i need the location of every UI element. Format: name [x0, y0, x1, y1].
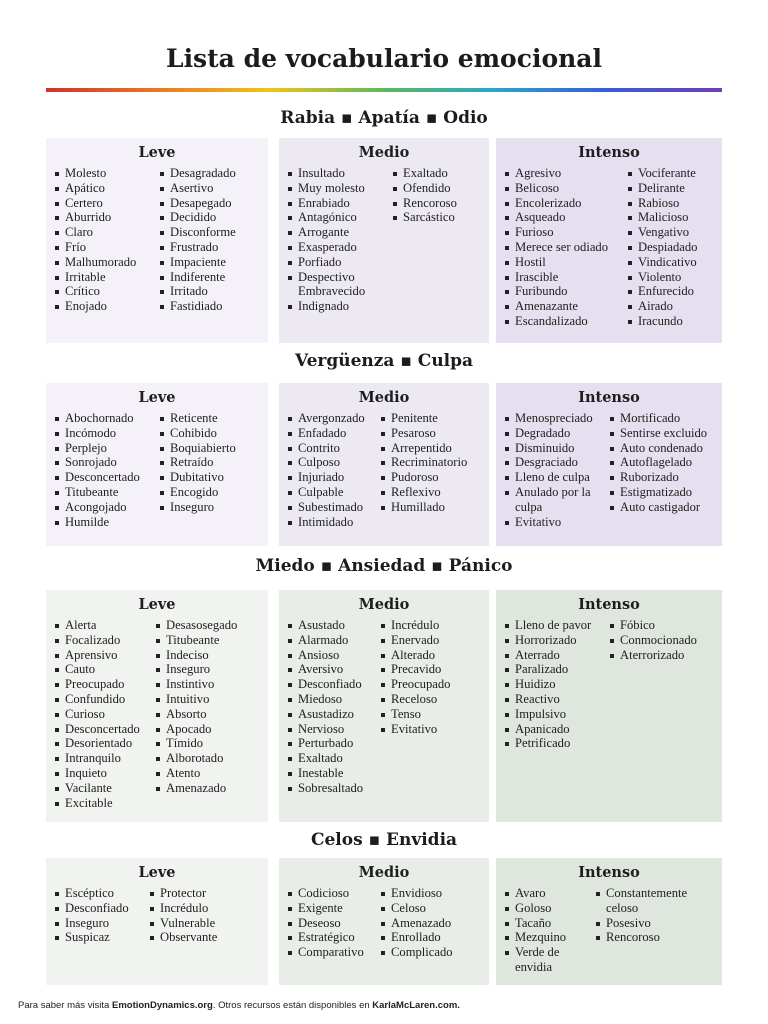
word-list-item: Sobresaltado: [287, 781, 375, 796]
word-list: [504, 886, 590, 975]
word-list-item: Mezquino: [504, 930, 590, 945]
word-list-item: Merece ser odiado: [504, 240, 622, 255]
word-list-item: Reticente: [159, 411, 249, 426]
word-list-item: Cohibido: [159, 426, 249, 441]
word-column: [504, 886, 590, 975]
word-column: [149, 886, 249, 945]
footer-link-karlamclaren[interactable]: KarlaMcLaren.com.: [372, 1000, 460, 1011]
section-title-celos-envidia: Celos ▪ Envidia: [310, 830, 458, 850]
word-list-item: Belicoso: [504, 181, 622, 196]
word-list-item: Rencoroso: [392, 196, 482, 211]
word-list: [287, 618, 375, 796]
word-list-item: Lleno de culpa: [504, 470, 604, 485]
box-heading-leve: Leve: [138, 596, 176, 613]
word-list-item: Lleno de pavor: [504, 618, 604, 633]
word-list-item: Alarmado: [287, 633, 375, 648]
word-list-item: Disconforme: [159, 225, 259, 240]
rainbow-divider: [46, 88, 722, 92]
word-list-item: Huidizo: [504, 677, 604, 692]
word-list-item: Intranquilo: [54, 751, 150, 766]
word-list-item: Asustadizo: [287, 707, 375, 722]
word-column: [380, 886, 480, 960]
word-list-item: Iracundo: [627, 314, 717, 329]
word-list-item: Indeciso: [155, 648, 255, 663]
word-list-item: Preocupado: [380, 677, 480, 692]
word-list: [380, 411, 480, 515]
word-list-item: Pudoroso: [380, 470, 480, 485]
word-list-item: Absorto: [155, 707, 255, 722]
word-list-item: Precavido: [380, 662, 480, 677]
word-list-item: Atento: [155, 766, 255, 781]
word-list-item: Rencoroso: [595, 930, 715, 945]
word-list-item: Aterrorizado: [609, 648, 699, 663]
word-column: [159, 166, 259, 314]
word-columns: [54, 166, 260, 314]
word-list-item: Encogido: [159, 485, 249, 500]
word-column: [287, 411, 375, 529]
word-list-item: Reactivo: [504, 692, 604, 707]
word-list-item: Receloso: [380, 692, 480, 707]
word-list-item: Certero: [54, 196, 154, 211]
word-list-item: Anulado por la culpa: [504, 485, 604, 515]
word-list-item: Furioso: [504, 225, 622, 240]
word-list-item: Autoflagelado: [609, 455, 709, 470]
celos-envidia-medio-box: [279, 858, 489, 985]
box-heading-leve: Leve: [138, 389, 176, 406]
box-heading-intenso: Intenso: [578, 144, 640, 161]
word-list-item: Desconfiado: [54, 901, 144, 916]
word-list-item: Vulnerable: [149, 916, 249, 931]
word-list-item: Complicado: [380, 945, 480, 960]
word-list: [609, 618, 699, 662]
word-list-item: Vengativo: [627, 225, 717, 240]
word-list-item: Titubeante: [155, 633, 255, 648]
word-list-item: Avaro: [504, 886, 590, 901]
word-list-item: Desapegado: [159, 196, 259, 211]
footer-note: [18, 1000, 460, 1011]
word-list-item: Enrollado: [380, 930, 480, 945]
word-list-item: Asustado: [287, 618, 375, 633]
word-list-item: Inquieto: [54, 766, 150, 781]
word-column: [595, 886, 715, 975]
word-list-item: Recriminatorio: [380, 455, 480, 470]
word-list-item: Frío: [54, 240, 154, 255]
word-list: [287, 411, 375, 529]
word-list-item: Enfurecido: [627, 284, 717, 299]
word-list-item: Mortificado: [609, 411, 709, 426]
box-heading-medio: Medio: [358, 144, 410, 161]
word-list-item: Acongojado: [54, 500, 154, 515]
word-list-item: Vociferante: [627, 166, 717, 181]
word-columns: [54, 886, 260, 945]
word-list-item: Codicioso: [287, 886, 375, 901]
word-list-item: Goloso: [504, 901, 590, 916]
word-column: [380, 618, 480, 796]
word-list-item: Verde de envidia: [504, 945, 590, 975]
word-list-item: Exigente: [287, 901, 375, 916]
word-list-item: Vindicativo: [627, 255, 717, 270]
word-list-item: Penitente: [380, 411, 480, 426]
footer-middle: . Otros recursos están disponibles en: [212, 1000, 373, 1011]
word-list-item: Nervioso: [287, 722, 375, 737]
word-list: [149, 886, 249, 945]
word-column: [627, 166, 717, 329]
rabia-apatia-odio-intenso-box: [496, 138, 722, 343]
word-list-item: Arrepentido: [380, 441, 480, 456]
word-list-item: Aterrado: [504, 648, 604, 663]
word-list-item: Ofendido: [392, 181, 482, 196]
word-list-item: Exaltado: [287, 751, 375, 766]
word-columns: [504, 886, 714, 975]
footer-prefix: Para saber más visita: [18, 1000, 112, 1011]
word-columns: [504, 618, 714, 751]
word-list-item: Despiadado: [627, 240, 717, 255]
word-list-item: Incrédulo: [149, 901, 249, 916]
word-list-item: Preocupado: [54, 677, 150, 692]
word-list-item: Petrificado: [504, 736, 604, 751]
word-list-item: Constantemente celoso: [595, 886, 715, 916]
word-column: [504, 411, 604, 529]
box-heading-intenso: Intenso: [578, 389, 640, 406]
word-list-item: Comparativo: [287, 945, 375, 960]
word-list-item: Confundido: [54, 692, 150, 707]
word-list-item: Arrogante: [287, 225, 387, 240]
word-list: [392, 166, 482, 225]
miedo-ansiedad-panico-leve-box: [46, 590, 268, 822]
word-list-item: Apocado: [155, 722, 255, 737]
word-list: [54, 166, 154, 314]
word-columns: [287, 411, 481, 529]
word-list-item: Perturbado: [287, 736, 375, 751]
word-list-item: Inseguro: [54, 916, 144, 931]
word-list-item: Decidido: [159, 210, 259, 225]
word-list-item: Ansioso: [287, 648, 375, 663]
word-list-item: Asqueado: [504, 210, 622, 225]
word-column: [287, 618, 375, 796]
word-column: [159, 411, 249, 529]
word-list-item: Crítico: [54, 284, 154, 299]
word-list-item: Titubeante: [54, 485, 154, 500]
word-list: [54, 411, 154, 529]
word-list-item: Incómodo: [54, 426, 154, 441]
word-list-item: Apático: [54, 181, 154, 196]
box-heading-medio: Medio: [358, 596, 410, 613]
word-list-item: Impaciente: [159, 255, 259, 270]
word-list-item: Instintivo: [155, 677, 255, 692]
word-list-item: Inestable: [287, 766, 375, 781]
word-list: [504, 166, 622, 329]
word-list-item: Hostil: [504, 255, 622, 270]
word-list-item: Dubitativo: [159, 470, 249, 485]
verguenza-culpa-intenso-box: [496, 383, 722, 546]
word-column: [155, 618, 255, 810]
box-heading-medio: Medio: [358, 864, 410, 881]
verguenza-culpa-leve-box: [46, 383, 268, 546]
word-list-item: Exaltado: [392, 166, 482, 181]
word-columns: [287, 618, 481, 796]
miedo-ansiedad-panico-medio-box: [279, 590, 489, 822]
word-column: [504, 618, 604, 751]
word-list-item: Inseguro: [155, 662, 255, 677]
word-list-item: Malicioso: [627, 210, 717, 225]
word-list: [504, 411, 604, 529]
word-list-item: Subestimado: [287, 500, 375, 515]
word-column: [287, 166, 387, 314]
word-list-item: Humilde: [54, 515, 154, 530]
word-list: [627, 166, 717, 329]
word-list-item: Irritado: [159, 284, 259, 299]
word-list-item: Desconcertado: [54, 470, 154, 485]
word-list-item: Reflexivo: [380, 485, 480, 500]
word-list-item: Paralizado: [504, 662, 604, 677]
word-list-item: Irascible: [504, 270, 622, 285]
word-columns: [287, 886, 481, 960]
word-list-item: Asertivo: [159, 181, 259, 196]
word-list-item: Degradado: [504, 426, 604, 441]
word-column: [287, 886, 375, 960]
word-list-item: Enojado: [54, 299, 154, 314]
rabia-apatia-odio-medio-box: [279, 138, 489, 343]
word-list-item: Aversivo: [287, 662, 375, 677]
word-list-item: Disminuido: [504, 441, 604, 456]
word-list-item: Violento: [627, 270, 717, 285]
word-list-item: Retraído: [159, 455, 249, 470]
word-list-item: Desconfiado: [287, 677, 375, 692]
word-list-item: Sonrojado: [54, 455, 154, 470]
word-list: [159, 166, 259, 314]
word-list: [609, 411, 709, 515]
miedo-ansiedad-panico-intenso-box: [496, 590, 722, 822]
word-list-item: Aburrido: [54, 210, 154, 225]
word-column: [380, 411, 480, 529]
word-list: [287, 886, 375, 960]
word-list-item: Contrito: [287, 441, 375, 456]
word-list-item: Auto condenado: [609, 441, 709, 456]
box-heading-medio: Medio: [358, 389, 410, 406]
word-list-item: Furibundo: [504, 284, 622, 299]
word-list-item: Evitativo: [380, 722, 480, 737]
word-list-item: Rabioso: [627, 196, 717, 211]
word-list-item: Alterado: [380, 648, 480, 663]
box-heading-leve: Leve: [138, 864, 176, 881]
word-list: [155, 618, 255, 796]
word-list-item: Alerta: [54, 618, 150, 633]
word-list-item: Envidioso: [380, 886, 480, 901]
word-list-item: Desorientado: [54, 736, 150, 751]
word-list-item: Cauto: [54, 662, 150, 677]
word-list-item: Observante: [149, 930, 249, 945]
word-list-item: Focalizado: [54, 633, 150, 648]
verguenza-culpa-medio-box: [279, 383, 489, 546]
page-title: Lista de vocabulario emocional: [165, 44, 602, 73]
word-list: [504, 618, 604, 751]
word-list-item: Curioso: [54, 707, 150, 722]
word-list-item: Tacaño: [504, 916, 590, 931]
word-list-item: Porfiado: [287, 255, 387, 270]
word-list-item: Irritable: [54, 270, 154, 285]
word-list-item: Vacilante: [54, 781, 150, 796]
word-list-item: Alborotado: [155, 751, 255, 766]
word-list-item: Escandalizado: [504, 314, 622, 329]
word-list-item: Aprensivo: [54, 648, 150, 663]
word-list-item: Injuriado: [287, 470, 375, 485]
celos-envidia-leve-box: [46, 858, 268, 985]
word-list-item: Desasosegado: [155, 618, 255, 633]
word-list-item: Desagradado: [159, 166, 259, 181]
word-column: [392, 166, 482, 314]
word-column: [54, 886, 144, 945]
word-list-item: Ruborizado: [609, 470, 709, 485]
word-list-item: Pesaroso: [380, 426, 480, 441]
word-columns: [287, 166, 481, 314]
word-list-item: Malhumorado: [54, 255, 154, 270]
word-list-item: Fastidiado: [159, 299, 259, 314]
word-columns: [504, 411, 714, 529]
word-list-item: Amenazante: [504, 299, 622, 314]
box-heading-leve: Leve: [138, 144, 176, 161]
word-list-item: Deseoso: [287, 916, 375, 931]
rabia-apatia-odio-leve-box: [46, 138, 268, 343]
word-list-item: Protector: [149, 886, 249, 901]
word-list-item: Amenazado: [155, 781, 255, 796]
word-list-item: Sentirse excluido: [609, 426, 709, 441]
word-columns: [504, 166, 714, 329]
word-list-item: Desconcertado: [54, 722, 150, 737]
word-list: [287, 166, 387, 314]
word-column: [609, 618, 699, 751]
word-list-item: Molesto: [54, 166, 154, 181]
word-list-item: Menospreciado: [504, 411, 604, 426]
word-list-item: Culposo: [287, 455, 375, 470]
word-list-item: Fóbico: [609, 618, 699, 633]
word-list-item: Boquiabierto: [159, 441, 249, 456]
word-list-item: Impulsivo: [504, 707, 604, 722]
word-list-item: Perplejo: [54, 441, 154, 456]
word-list: [380, 618, 480, 736]
word-list-item: Indignado: [287, 299, 387, 314]
word-list-item: Culpable: [287, 485, 375, 500]
word-list: [54, 886, 144, 945]
word-list-item: Encolerizado: [504, 196, 622, 211]
word-list-item: Enrabiado: [287, 196, 387, 211]
word-list-item: Amenazado: [380, 916, 480, 931]
word-list-item: Enfadado: [287, 426, 375, 441]
word-list-item: Delirante: [627, 181, 717, 196]
word-list-item: Agresivo: [504, 166, 622, 181]
word-list-item: Escéptico: [54, 886, 144, 901]
word-column: [504, 166, 622, 329]
word-list-item: Frustrado: [159, 240, 259, 255]
word-list: [380, 886, 480, 960]
word-columns: [54, 618, 260, 810]
word-list-item: Tímido: [155, 736, 255, 751]
word-list-item: Suspicaz: [54, 930, 144, 945]
box-heading-intenso: Intenso: [578, 864, 640, 881]
word-list-item: Posesivo: [595, 916, 715, 931]
word-list-item: Indiferente: [159, 270, 259, 285]
footer-link-emotiondynamics[interactable]: EmotionDynamics.org: [111, 1000, 213, 1011]
word-column: [54, 411, 154, 529]
word-list-item: Sarcástico: [392, 210, 482, 225]
word-list-item: Antagónico: [287, 210, 387, 225]
word-list-item: Estratégico: [287, 930, 375, 945]
word-list-item: Estigmatizado: [609, 485, 709, 500]
section-title-rabia-apatia-odio: Rabia ▪ Apatía ▪ Odio: [280, 108, 488, 128]
section-title-verguenza-culpa: Vergüenza ▪ Culpa: [294, 351, 474, 371]
word-list-item: Miedoso: [287, 692, 375, 707]
word-list: [159, 411, 249, 515]
word-list-item: Tenso: [380, 707, 480, 722]
word-columns: [54, 411, 260, 529]
word-list-item: Conmocionado: [609, 633, 699, 648]
word-list-item: Abochornado: [54, 411, 154, 426]
word-list: [54, 618, 150, 810]
word-list-item: Intuitivo: [155, 692, 255, 707]
word-list-item: Incrédulo: [380, 618, 480, 633]
word-list-item: Celoso: [380, 901, 480, 916]
word-list-item: Despectivo Embravecido: [287, 270, 387, 300]
word-list-item: Avergonzado: [287, 411, 375, 426]
box-heading-intenso: Intenso: [578, 596, 640, 613]
word-list-item: Inseguro: [159, 500, 249, 515]
word-list-item: Intimidado: [287, 515, 375, 530]
word-list-item: Evitativo: [504, 515, 604, 530]
word-list-item: Muy molesto: [287, 181, 387, 196]
word-list-item: Desgraciado: [504, 455, 604, 470]
word-list-item: Humillado: [380, 500, 480, 515]
celos-envidia-intenso-box: [496, 858, 722, 985]
word-list-item: Enervado: [380, 633, 480, 648]
word-list-item: Claro: [54, 225, 154, 240]
word-list-item: Exasperado: [287, 240, 387, 255]
word-column: [54, 166, 154, 314]
word-list-item: Horrorizado: [504, 633, 604, 648]
word-list-item: Auto castigador: [609, 500, 709, 515]
word-list: [595, 886, 715, 945]
word-column: [609, 411, 709, 529]
section-title-miedo-ansiedad-panico: Miedo ▪ Ansiedad ▪ Pánico: [255, 556, 513, 576]
word-column: [54, 618, 150, 810]
word-list-item: Excitable: [54, 796, 150, 811]
word-list-item: Airado: [627, 299, 717, 314]
word-list-item: Insultado: [287, 166, 387, 181]
word-list-item: Apanicado: [504, 722, 604, 737]
